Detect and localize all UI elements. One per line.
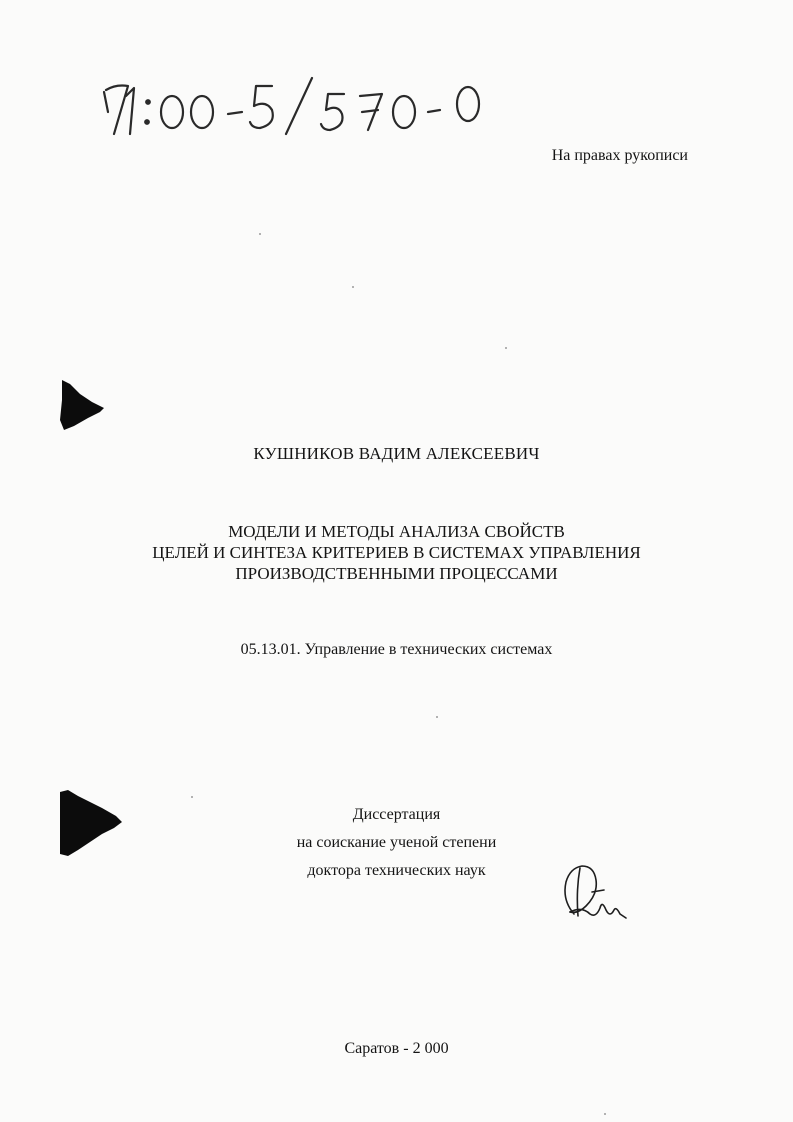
- scan-margin-mark-top: [60, 380, 106, 430]
- place-year: Саратов - 2 000: [344, 1040, 449, 1057]
- degree-line-2: на соискание ученой степени: [296, 834, 497, 851]
- scan-speck: [505, 347, 507, 349]
- handwritten-catalog-number: [100, 72, 490, 138]
- scan-speck: [352, 286, 354, 288]
- handwritten-signature: [556, 860, 628, 926]
- specialty-code: 05.13.01. Управление в технических системах: [240, 641, 553, 658]
- title-line-3: ПРОИЗВОДСТВЕННЫМИ ПРОЦЕССАМИ: [235, 564, 558, 583]
- scan-speck: [604, 1113, 606, 1115]
- scan-speck: [259, 233, 261, 235]
- scan-speck: [436, 716, 438, 718]
- author-name: КУШНИКОВ ВАДИМ АЛЕКСЕЕВИЧ: [253, 444, 540, 463]
- scan-speck: [191, 796, 193, 798]
- title-line-2: ЦЕЛЕЙ И СИНТЕЗА КРИТЕРИЕВ В СИСТЕМАХ УПРАВЛЕНИЯ: [152, 543, 641, 562]
- degree-statement: [0, 801, 793, 885]
- degree-line-3: доктора технических наук: [307, 862, 486, 879]
- dissertation-title: [0, 521, 793, 584]
- rights-note: На правах рукописи: [551, 147, 688, 164]
- degree-line-1: Диссертация: [352, 806, 441, 823]
- title-line-1: МОДЕЛИ И МЕТОДЫ АНАЛИЗА СВОЙСТВ: [228, 522, 565, 541]
